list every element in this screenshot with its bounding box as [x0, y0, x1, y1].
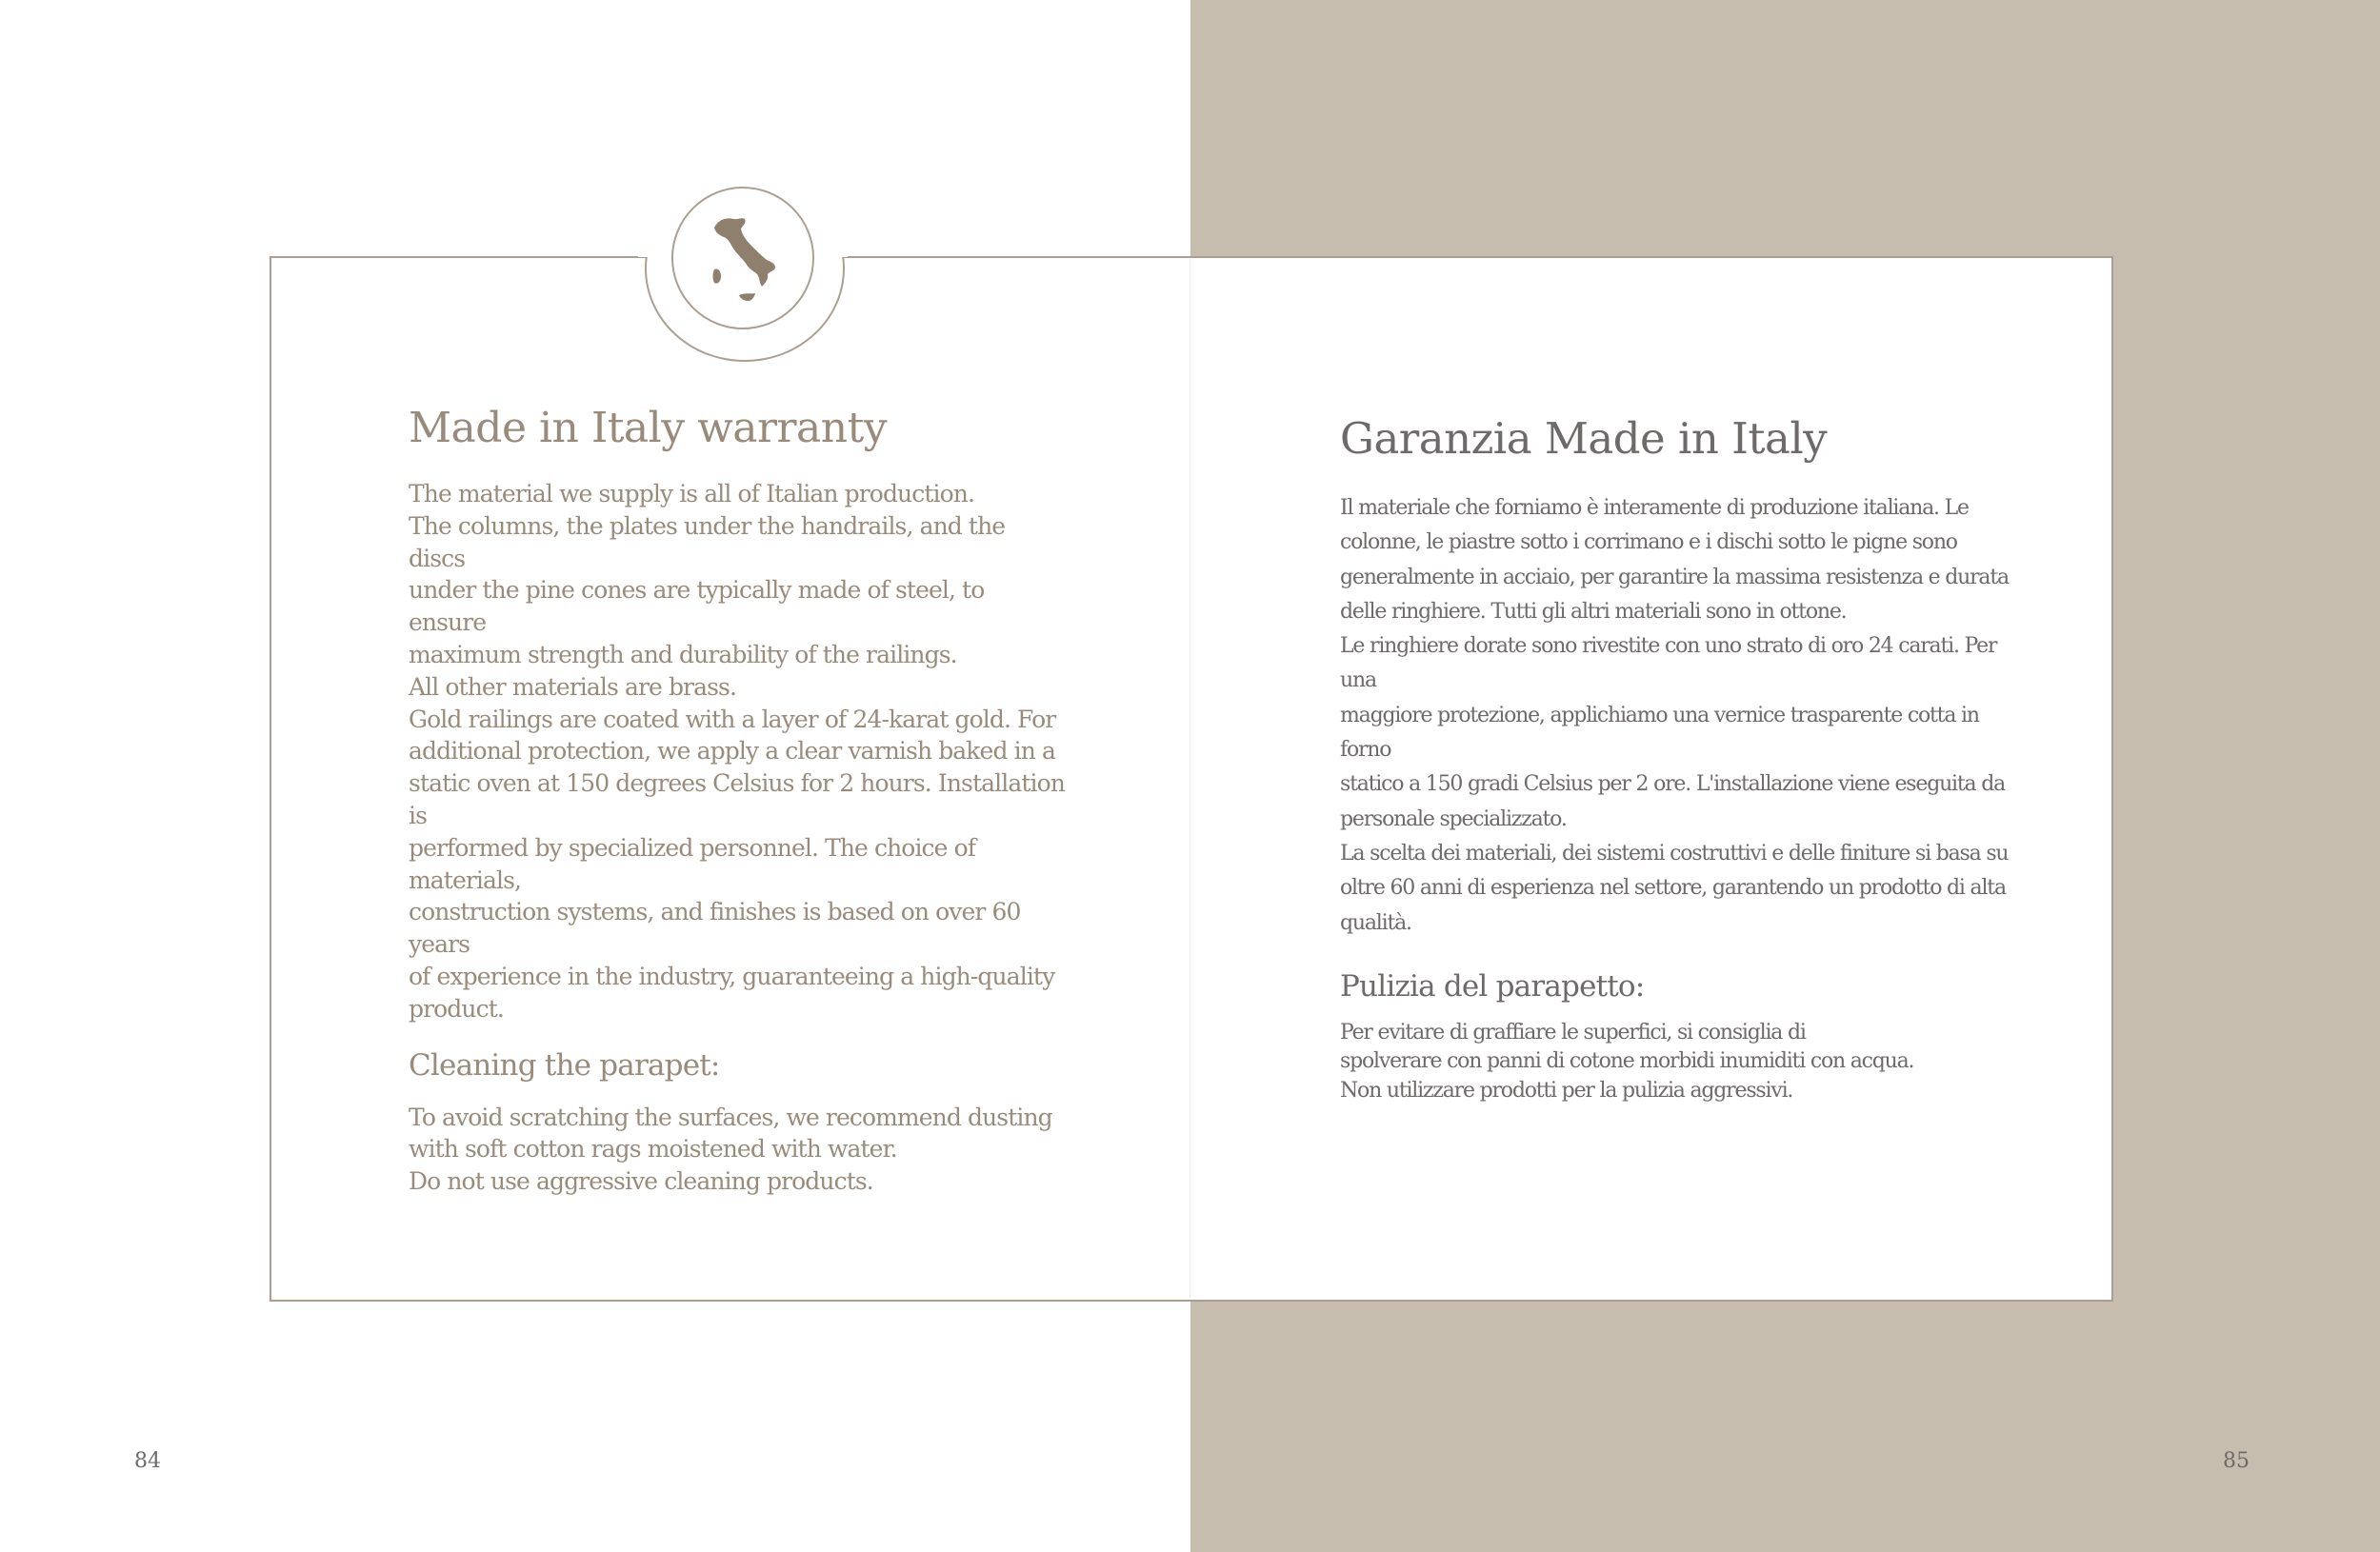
english-cleaning-heading: Cleaning the parapet: [409, 1047, 720, 1083]
body-line: Le ringhiere dorate sono rivestite con uno strato di oro 24 carati. Per una [1340, 634, 1997, 693]
body-line: Gold railings are coated with a layer of 24-karat gold. For [409, 705, 1056, 733]
italy-map-icon [705, 214, 781, 309]
body-line: product. [409, 994, 504, 1023]
body-line: performed by specialized personnel. The choice of materials, [409, 833, 976, 894]
body-line: under the pine cones are typically made of steel, to ensure [409, 576, 985, 637]
body-line: Il materiale che forniamo è interamente di produzione italiana. Le [1340, 496, 1969, 520]
cleaning-line: with soft cotton rags moistened with water. [409, 1135, 897, 1164]
cleaning-line: To avoid scratching the surfaces, we recommend dusting [409, 1103, 1052, 1131]
english-title: Made in Italy warranty [409, 404, 888, 452]
body-line: construction systems, and finishes is based on over 60 years [409, 898, 1021, 959]
cleaning-line: Per evitare di graffiare le superfici, si consiglia di [1340, 1020, 1806, 1045]
body-line: statico a 150 gradi Celsius per 2 ore. L'installazione viene eseguita da [1340, 772, 2006, 797]
body-line: colonne, le piastre sotto i corrimano e i dischi sotto le pigne sono [1340, 530, 1957, 555]
body-line: maggiore protezione, applichiamo una vernice trasparente cotta in forno [1340, 703, 1979, 763]
english-column [409, 400, 1066, 1198]
body-line: personale specializzato. [1340, 806, 1567, 831]
body-line: delle ringhiere. Tutti gli altri materiali sono in ottone. [1340, 599, 1847, 624]
english-cleaning-text [409, 1102, 1066, 1198]
cleaning-line: spolverare con panni di cotone morbidi inumiditi con acqua. [1340, 1049, 1914, 1074]
italian-cleaning-heading: Pulizia del parapetto: [1340, 968, 1645, 1004]
body-line: The columns, the plates under the handrails, and the discs [409, 511, 1006, 572]
body-line: generalmente in acciaio, per garantire la massima resistenza e durata [1340, 565, 2009, 589]
body-line: static oven at 150 degrees Celsius for 2 hours. Installation is [409, 769, 1065, 829]
cleaning-line: Non utilizzare prodotti per la pulizia aggressivi. [1340, 1078, 1793, 1103]
body-line: oltre 60 anni di esperienza nel settore, garantendo un prodotto di alta [1340, 876, 2006, 901]
body-line: The material we supply is all of Italian production. [409, 480, 974, 507]
cleaning-line: Do not use aggressive cleaning products. [409, 1167, 873, 1196]
page-number-left: 84 [134, 1449, 161, 1473]
italian-cleaning-text [1340, 1019, 2026, 1106]
italian-column [1340, 408, 2026, 1105]
english-body [409, 478, 1066, 1025]
body-line: All other materials are brass. [409, 672, 737, 701]
body-line: maximum strength and durability of the railings. [409, 640, 957, 668]
body-line: additional protection, we apply a clear varnish baked in a [409, 737, 1055, 766]
body-line: of experience in the industry, guaranteeing a high-quality [409, 962, 1055, 990]
body-line: La scelta dei materiali, dei sistemi costruttivi e delle finiture si basa su [1340, 841, 2009, 866]
italian-title: Garanzia Made in Italy [1340, 413, 1828, 464]
body-line: qualità. [1340, 910, 1411, 935]
page-number-right: 85 [2223, 1449, 2250, 1473]
italian-body [1340, 491, 2026, 941]
